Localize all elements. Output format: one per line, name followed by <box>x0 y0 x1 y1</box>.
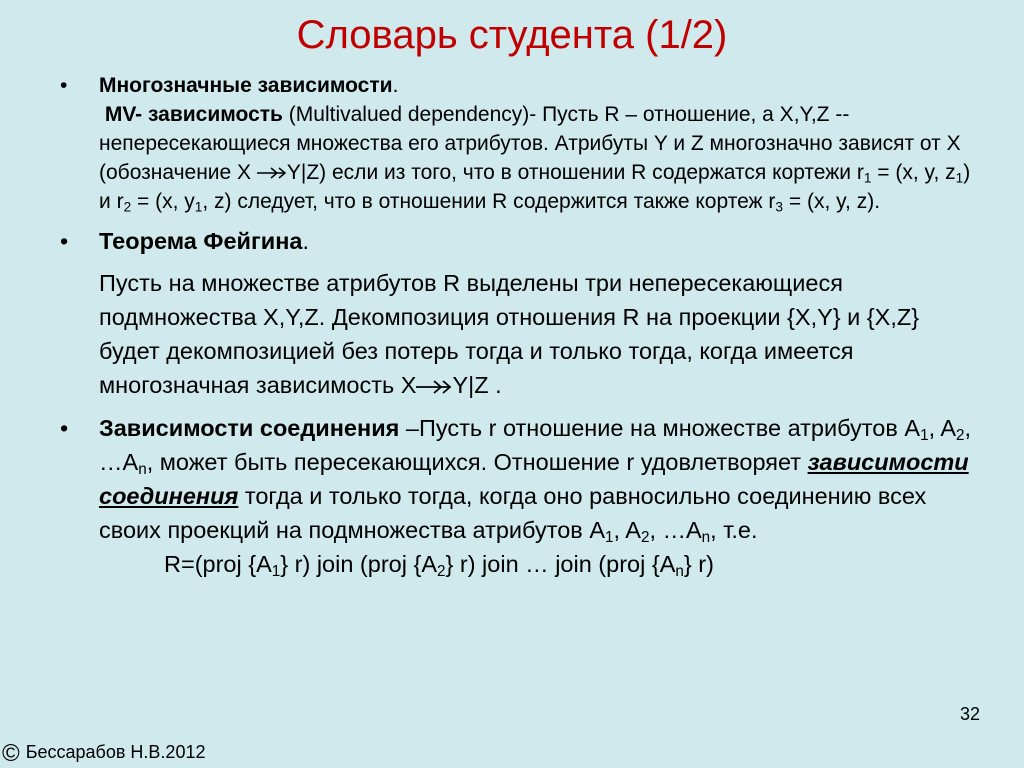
join-text-1: –Пусть r отношение на множестве атрибутов A <box>399 415 921 441</box>
join-heading: Зависимости соединения <box>99 415 400 441</box>
subscript: 2 <box>437 562 446 580</box>
fagin-text-2: Y|Z . <box>452 372 502 398</box>
footer-author: Бессарабов Н.В.2012 <box>25 742 206 762</box>
join-text-4: , может быть пересекающихся. Отношение r удовлетворяет <box>146 449 808 475</box>
subscript: 2 <box>956 426 965 444</box>
mv-text-1: - Пусть R – отношение, а X,Y,Z --непересекающиеся множества его атрибутов. Атрибуты Y и Z многозначно зависят от X (обозначение X <box>99 103 961 184</box>
fagin-heading-end: . <box>302 228 309 254</box>
subscript: 1 <box>955 170 964 186</box>
subscript: 2 <box>123 199 132 215</box>
subscript: n <box>675 562 684 580</box>
join-text-3: , …A <box>99 415 972 475</box>
bullet-join-dependency <box>56 411 976 547</box>
mv-text-2: Y|Z) если из того, что в отношении R содержатся кортежи r <box>286 161 864 184</box>
subscript: n <box>138 460 147 478</box>
fagin-heading: Теорема Фейгина <box>99 228 303 254</box>
formula-part: } r) join … join (proj {A <box>445 551 676 577</box>
fagin-text <box>56 266 976 402</box>
subscript: 1 <box>194 199 203 215</box>
mv-text-5: = (x, y <box>131 190 195 213</box>
mv-text-3: = (x, y, z <box>871 161 956 184</box>
copyright-icon: © <box>2 740 20 767</box>
mv-text-4: ) и r <box>99 161 971 213</box>
join-formula <box>56 547 976 581</box>
bullet-dot: • <box>60 415 69 441</box>
subscript: 3 <box>775 199 784 215</box>
subscript: 1 <box>920 426 929 444</box>
join-text-8: , т.е. <box>710 517 758 543</box>
slide-content <box>56 62 976 581</box>
slide-title: Словарь студента (1/2) <box>296 13 728 57</box>
formula-part: R=(proj {A <box>164 551 272 577</box>
join-emphasis: зависимости соединения <box>99 449 969 509</box>
mv-text-6: , z) следует, что в отношении R содержится также кортеж r <box>202 190 776 213</box>
subscript: 2 <box>640 528 650 546</box>
bullet-dot: • <box>60 228 69 254</box>
join-text-6: , A <box>613 517 641 543</box>
subscript: 1 <box>271 562 281 580</box>
mv-heading: Многозначные зависимости <box>99 74 393 97</box>
subscript: 1 <box>605 528 614 546</box>
subscript: 1 <box>863 170 872 186</box>
mv-text-7: = (x, y, z). <box>783 190 881 213</box>
formula-part: } r) join (proj {A <box>280 551 437 577</box>
formula-part: } r) <box>683 551 714 577</box>
bullet-mv-dependency <box>56 71 976 100</box>
join-text-5: тогда и только тогда, когда оно равносильно соединению всех своих проекций на подмножества атрибутов A <box>99 483 927 543</box>
join-text-2: , A <box>928 415 957 441</box>
fagin-text-1: Пусть на множестве атрибутов R выделены три непересекающиеся подмножества X,Y,Z. Декомпозиция отношения R на проекции {X,Y} и {X,Z} будет декомпозицией без потерь тогда и только тогда, когда имеется многозначная зависимость X <box>99 270 920 398</box>
join-text-7: , …A <box>649 517 702 543</box>
footer <box>2 740 205 768</box>
double-arrow-right-icon <box>257 166 287 180</box>
bullet-dot: • <box>60 74 68 97</box>
mv-term: MV- зависимость <box>104 103 283 126</box>
mv-definition <box>56 100 976 216</box>
bullet-fagin-theorem <box>56 224 976 258</box>
double-arrow-right-icon <box>416 379 452 395</box>
page-number: 32 <box>959 704 980 724</box>
mv-heading-end: . <box>392 74 399 97</box>
mv-term-eng: (Multivalued dependency) <box>282 103 530 126</box>
subscript: n <box>701 528 711 546</box>
